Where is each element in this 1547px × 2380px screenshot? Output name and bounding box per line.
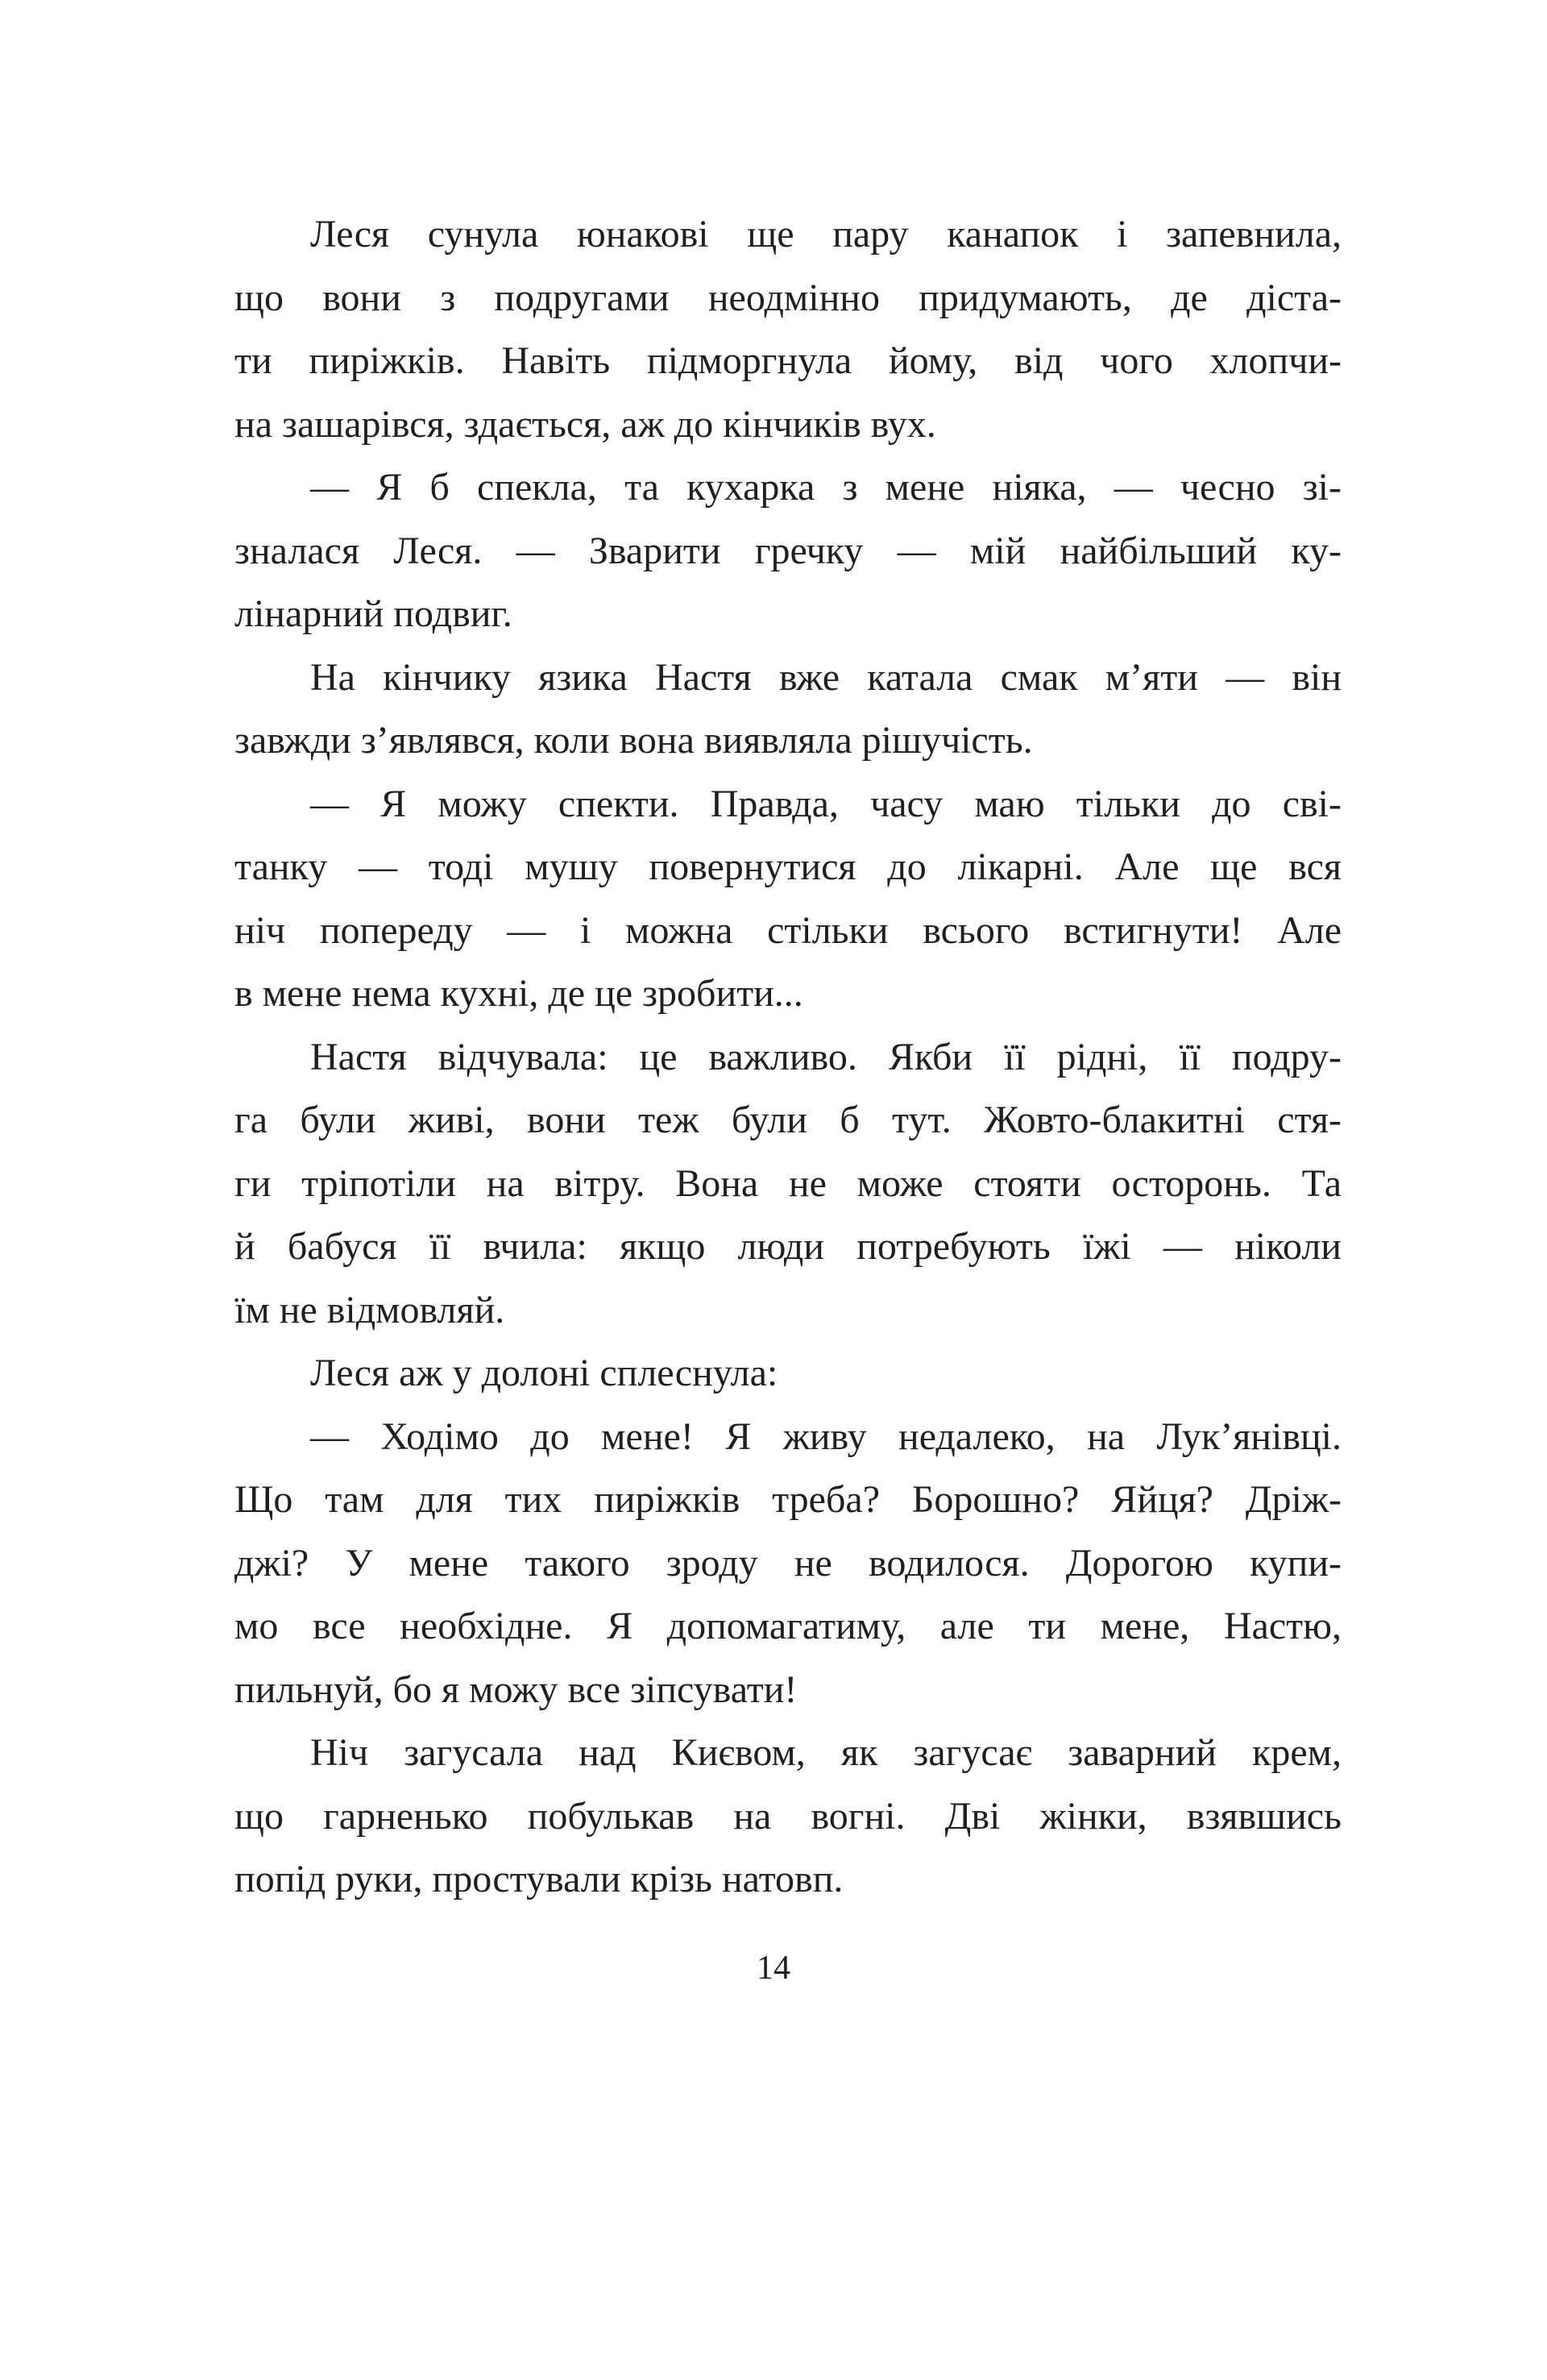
text-line: в мене нема кухні, де це зробити... <box>234 972 803 1015</box>
text-line: Ніч загусала над Києвом, як загусає заварний крем, <box>310 1731 1342 1774</box>
text-line: Леся аж у долоні сплеснула: <box>310 1352 778 1394</box>
page-number: 14 <box>757 1950 790 1987</box>
text-line: їм не відмовляй. <box>234 1288 505 1331</box>
text-line: пильнуй, бо я можу все зіпсувати! <box>234 1668 798 1711</box>
text-line: — Я можу спекти. Правда, часу маю тільки до сві- <box>310 782 1342 825</box>
text-line: ти пиріжків. Навіть підморгнула йому, від чого хлопчи- <box>234 339 1342 382</box>
text-line: Що там для тих пиріжків треба? Борошно? Яйця? Дріж- <box>234 1478 1342 1521</box>
text-line: попід руки, простували крізь натовп. <box>234 1858 844 1900</box>
text-line: — Ходімо до мене! Я живу недалеко, на Лук’янівці. <box>310 1414 1342 1458</box>
text-line: Настя відчувала: це важливо. Якби її рідні, її подру- <box>310 1035 1342 1078</box>
paragraph <box>234 203 1342 456</box>
paragraph <box>234 773 1342 1026</box>
text-line: на зашарівся, здається, аж до кінчиків вух. <box>234 402 936 446</box>
text-line: га були живі, вони теж були б тут. Жовто-блакитні стя- <box>234 1099 1342 1141</box>
text-line: лінарний подвиг. <box>234 592 512 635</box>
text-line: Леся сунула юнакові ще пару канапок і запевнила, <box>310 213 1342 255</box>
paragraph <box>234 646 1342 773</box>
text-line: — Я б спекла, та кухарка з мене ніяка, — чесно зі- <box>310 466 1342 509</box>
text-line: що вони з подругами неодмінно придумають, де діста- <box>234 276 1342 319</box>
text-line: На кінчику язика Настя вже катала смак м’яти — він <box>310 655 1342 699</box>
paragraph <box>234 1342 1342 1406</box>
body-text <box>234 203 1342 1912</box>
text-line: мо все необхідне. Я допомагатиму, але ти мене, Настю, <box>234 1605 1342 1647</box>
text-line: й бабуся її вчила: якщо люди потребують їжі — ніколи <box>234 1225 1342 1268</box>
text-line: джі? У мене такого зроду не водилося. Дорогою купи- <box>234 1541 1342 1585</box>
text-line: танку — тоді мушу повернутися до лікарні. Але ще вся <box>234 845 1342 888</box>
paragraph <box>234 456 1342 646</box>
text-line: ніч попереду — і можна стільки всього встигнути! Але <box>234 908 1342 952</box>
text-line: зналася Леся. — Зварити гречку — мій найбільший ку- <box>234 529 1342 572</box>
text-line: що гарненько побулькав на вогні. Дві жінки, взявшись <box>234 1794 1342 1838</box>
text-line: ги тріпотіли на вітру. Вона не може стояти осторонь. Та <box>234 1161 1342 1205</box>
paragraph <box>234 1026 1342 1343</box>
paragraph <box>234 1722 1342 1912</box>
text-line: завжди з’являвся, коли вона виявляла рішучість. <box>234 719 1033 762</box>
paragraph <box>234 1406 1342 1722</box>
